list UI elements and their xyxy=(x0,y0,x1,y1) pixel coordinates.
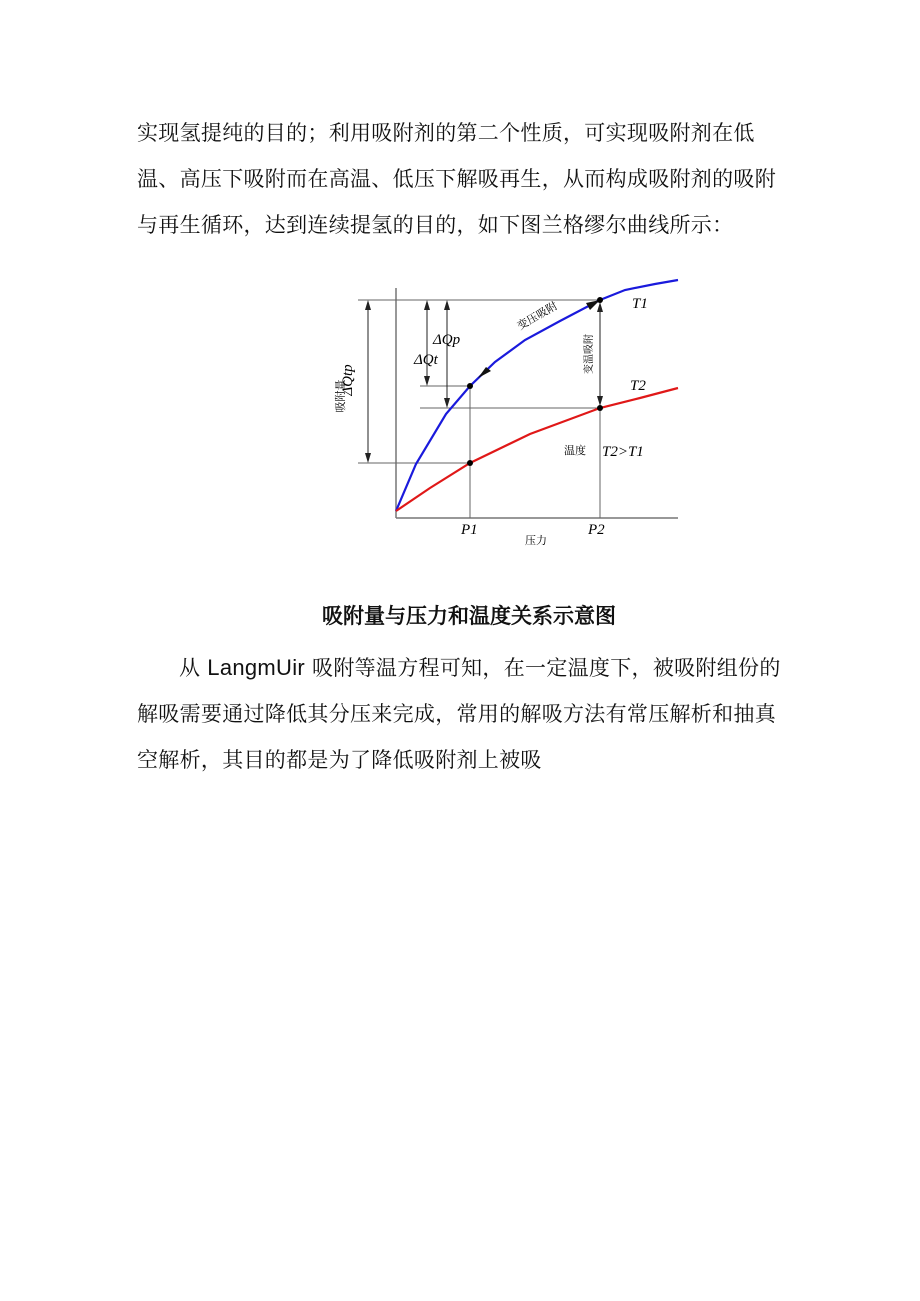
figure-caption: 吸附量与压力和温度关系示意图 xyxy=(322,603,616,628)
point-p1-t2 xyxy=(467,460,473,466)
tick-p2: P2 xyxy=(588,522,605,538)
point-p1-t1 xyxy=(467,383,473,389)
y-axis-label: 吸附量 xyxy=(334,379,347,413)
paragraph-2 xyxy=(137,645,787,783)
tick-p1: P1 xyxy=(461,522,478,538)
langmuir-term: LangmUir xyxy=(207,655,306,680)
arrow-qt-head-bottom xyxy=(444,398,450,408)
paragraph-1: 实现氢提纯的目的；利用吸附剂的第二个性质，可实现吸附剂在低温、高压下吸附而在高温、低压下解吸再生，从而构成吸附剂的吸附与再生循环，达到连续提氢的目的，如下图兰格缪尔曲线所示： xyxy=(137,121,776,237)
delta-qp-label: ΔQp xyxy=(433,332,461,348)
arrow-ts-head-top xyxy=(597,302,603,312)
delta-qtp-label: ΔQtp xyxy=(340,364,356,396)
arrow-qtp-head-top xyxy=(365,300,371,310)
paragraph-2-prefix: 从 xyxy=(179,656,208,680)
curve-t1-label: T1 xyxy=(632,296,648,312)
arrow-qp-head-bottom xyxy=(424,376,430,386)
point-p2-t2 xyxy=(597,405,603,411)
x-axis-label: 压力 xyxy=(525,534,547,547)
point-p2-t1 xyxy=(597,297,603,303)
curve-t2-label: T2 xyxy=(630,378,646,394)
temperature-label: 温度 xyxy=(564,444,586,457)
temperature-swing-label: 变温吸附 xyxy=(584,334,595,374)
condition-label: T2>T1 xyxy=(602,444,644,460)
delta-qt-label: ΔQt xyxy=(414,352,438,368)
pressure-swing-label: 变压吸附 xyxy=(515,299,560,333)
paragraph-2-rest: 吸附等温方程可知，在一定温度下，被吸附组份的解吸需要通过降低其分压来完成，常用的解吸方法有常压解析和抽真空解析，其目的都是为了降低吸附剂上被吸 xyxy=(137,656,781,772)
langmuir-diagram xyxy=(320,268,692,558)
arrow-ts-head-bottom xyxy=(597,396,603,406)
arrow-qtp-head-bottom xyxy=(365,453,371,463)
arrow-qt-head-top xyxy=(444,300,450,310)
arrow-qp-head-top xyxy=(424,300,430,310)
